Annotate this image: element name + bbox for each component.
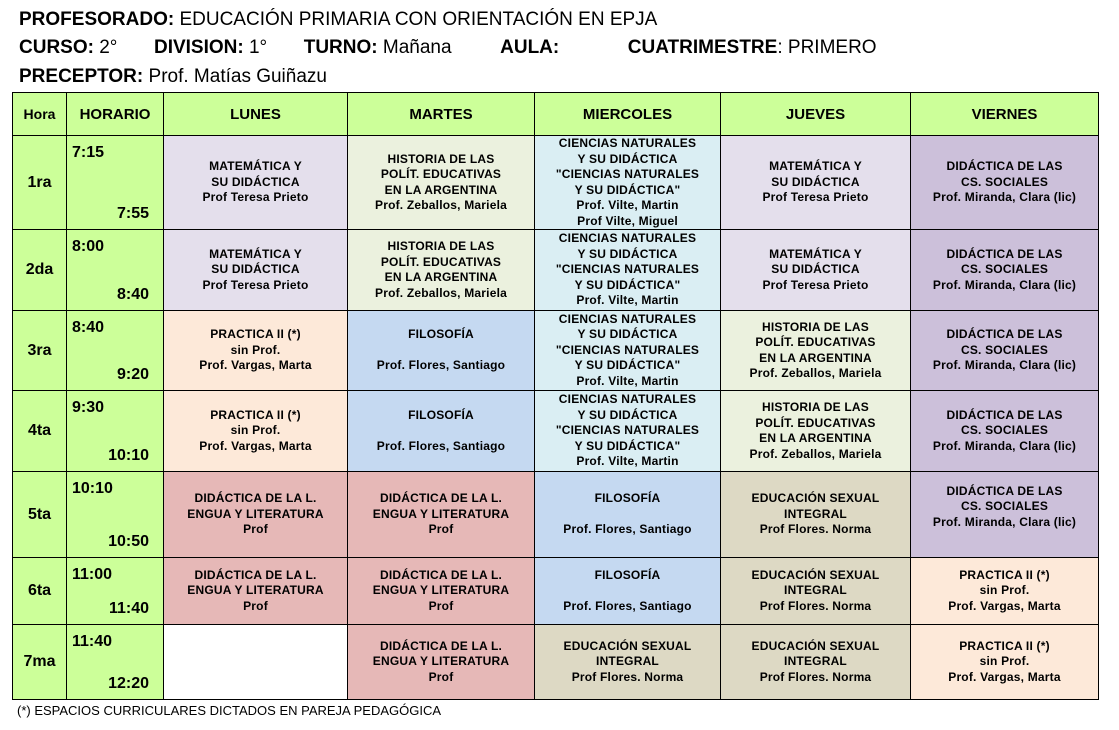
- table-row: [13, 472, 1099, 558]
- horario-cell: [67, 230, 164, 311]
- class-line: sin Prof.: [230, 423, 281, 438]
- class-cell-miercoles: [535, 472, 721, 558]
- end-time: 7:55: [116, 205, 149, 222]
- class-line: SU DIDÁCTICA: [211, 174, 300, 189]
- class-cell-martes: [348, 311, 535, 391]
- class-line: "CIENCIAS NATURALES: [555, 342, 700, 357]
- class-line: CIENCIAS NATURALES: [558, 311, 697, 326]
- class-cell-martes: [348, 625, 535, 700]
- hora-cell: 7ma: [13, 625, 67, 700]
- class-cell-viernes: [911, 472, 1099, 558]
- class-line: CIENCIAS NATURALES: [558, 136, 697, 150]
- class-line: Prof: [243, 598, 268, 613]
- class-line: Prof. Vargas, Marta: [199, 358, 312, 373]
- class-cell-lunes: [164, 311, 348, 391]
- class-line: EDUCACIÓN SEXUAL: [751, 638, 880, 653]
- start-time: 8:00: [72, 238, 105, 255]
- table-row: [13, 136, 1099, 230]
- class-line: MATEMÁTICA Y: [769, 246, 862, 261]
- aula-label: AULA:: [500, 37, 560, 58]
- class-line: DIDÁCTICA DE LAS: [946, 159, 1063, 174]
- column-header-miercoles: MIERCOLES: [535, 93, 721, 136]
- class-line: ENGUA Y LITERATURA: [372, 506, 510, 521]
- table-row: [13, 625, 1099, 700]
- end-time: 10:10: [108, 447, 149, 464]
- class-cell-jueves: [721, 230, 911, 311]
- turno-value: Mañana: [382, 37, 452, 58]
- cuatrimestre-label: CUATRIMESTRE: [627, 37, 778, 58]
- horario-cell: [67, 136, 164, 230]
- class-line: Y SU DIDÁCTICA": [574, 438, 681, 453]
- profesorado-label: PROFESORADO:: [19, 9, 175, 30]
- class-cell-viernes: [911, 558, 1099, 625]
- class-line: Prof. Miranda, Clara (lic): [932, 358, 1077, 373]
- end-time: 12:20: [108, 675, 149, 692]
- footnote: (*) ESPACIOS CURRICULARES DICTADOS EN PAREJA PEDAGÓGICA: [17, 703, 442, 718]
- class-cell-lunes: [164, 391, 348, 472]
- class-line: Prof. Miranda, Clara (lic): [932, 190, 1077, 205]
- class-line: CS. SOCIALES: [960, 499, 1049, 513]
- column-header-jueves: JUEVES: [721, 93, 911, 136]
- class-line: FILOSOFÍA: [594, 491, 661, 506]
- division-value: 1°: [248, 37, 268, 58]
- class-line: Prof. Flores, Santiago: [376, 438, 506, 453]
- class-line: [348, 423, 534, 439]
- class-line: [348, 343, 534, 359]
- class-cell-miercoles: [535, 311, 721, 391]
- hora-cell: 5ta: [13, 472, 67, 558]
- class-line: EDUCACIÓN SEXUAL: [751, 491, 880, 506]
- class-cell-martes: [348, 391, 535, 472]
- profesorado-value: EDUCACIÓN PRIMARIA CON ORIENTACIÓN EN EPJA: [179, 9, 658, 30]
- class-line: ENGUA Y LITERATURA: [372, 654, 510, 669]
- class-line: Prof. Flores, Santiago: [376, 358, 506, 373]
- class-line: FILOSOFÍA: [594, 567, 661, 582]
- start-time: 11:00: [72, 566, 113, 583]
- class-line: MATEMÁTICA Y: [209, 246, 302, 261]
- class-line: EDUCACIÓN SEXUAL: [751, 567, 880, 582]
- class-line: "CIENCIAS NATURALES: [555, 167, 700, 181]
- class-line: HISTORIA DE LAS: [387, 151, 495, 166]
- class-line: EDUCACIÓN SEXUAL: [563, 638, 692, 653]
- class-line: Prof: [428, 598, 454, 613]
- class-line: CIENCIAS NATURALES: [558, 392, 697, 407]
- table-header-row: [13, 93, 1099, 136]
- class-line: Prof. Miranda, Clara (lic): [932, 438, 1077, 453]
- class-line: Prof Flores. Norma: [759, 522, 872, 537]
- class-cell-miercoles: [535, 625, 721, 700]
- class-line: Prof. Flores, Santiago: [563, 522, 692, 537]
- class-line: Prof. Flores, Santiago: [563, 598, 692, 613]
- class-line: Prof Flores. Norma: [759, 669, 872, 684]
- class-line: ENGUA Y LITERATURA: [187, 506, 324, 521]
- table-row: [13, 230, 1099, 311]
- class-line: EN LA ARGENTINA: [759, 431, 872, 445]
- hora-cell: 4ta: [13, 391, 67, 472]
- class-cell-viernes: [911, 311, 1099, 391]
- class-cell-jueves: [721, 472, 911, 558]
- class-cell-lunes: [164, 136, 348, 230]
- class-cell-lunes: [164, 472, 348, 558]
- class-line: DIDÁCTICA DE LAS: [946, 407, 1063, 422]
- class-line: POLÍT. EDUCATIVAS: [380, 167, 502, 181]
- class-line: POLÍT. EDUCATIVAS: [755, 415, 876, 430]
- class-line: CIENCIAS NATURALES: [558, 231, 697, 246]
- table-row: [13, 391, 1099, 472]
- class-line: PRACTICA II (*): [210, 327, 301, 342]
- class-line: POLÍT. EDUCATIVAS: [755, 335, 876, 349]
- horario-cell: [67, 391, 164, 472]
- end-time: 11:40: [108, 600, 149, 617]
- class-line: Y SU DIDÁCTICA: [577, 246, 678, 261]
- horario-cell: [67, 558, 164, 625]
- hora-cell: 6ta: [13, 558, 67, 625]
- class-line: Prof. Zeballos, Mariela: [749, 366, 882, 380]
- class-line: Prof: [428, 522, 454, 537]
- class-line: Prof. Zeballos, Mariela: [749, 446, 882, 461]
- class-cell-jueves: [721, 558, 911, 625]
- class-line: Prof Teresa Prieto: [762, 190, 869, 205]
- class-line: INTEGRAL: [784, 654, 847, 669]
- table-row: [13, 558, 1099, 625]
- class-line: sin Prof.: [979, 583, 1030, 598]
- class-line: Prof Flores. Norma: [571, 669, 684, 684]
- class-cell-jueves: [721, 311, 911, 391]
- class-line: Prof Teresa Prieto: [762, 277, 869, 292]
- class-line: Y SU DIDÁCTICA: [577, 151, 678, 166]
- header-profesorado: [19, 9, 657, 31]
- class-line: ENGUA Y LITERATURA: [187, 583, 324, 598]
- class-line: Y SU DIDÁCTICA": [574, 358, 681, 373]
- class-line: Prof. Vilte, Martin: [576, 198, 679, 212]
- class-line: DIDÁCTICA DE LAS: [946, 327, 1063, 342]
- class-cell-lunes: [164, 230, 348, 311]
- class-line: Y SU DIDÁCTICA: [577, 327, 678, 342]
- class-line: sin Prof.: [230, 342, 281, 357]
- class-line: DIDÁCTICA DE LAS: [946, 483, 1063, 498]
- class-line: Prof Vilte, Miguel: [577, 213, 678, 228]
- class-cell-viernes: [911, 136, 1099, 230]
- class-cell-martes: [348, 230, 535, 311]
- end-time: 9:20: [116, 366, 149, 383]
- class-line: FILOSOFÍA: [408, 407, 474, 422]
- hora-cell: 3ra: [13, 311, 67, 391]
- class-line: Prof Teresa Prieto: [202, 190, 309, 205]
- class-cell-martes: [348, 472, 535, 558]
- class-line: Prof. Miranda, Clara (lic): [932, 514, 1077, 529]
- class-line: Prof: [428, 669, 454, 684]
- class-line: HISTORIA DE LAS: [387, 239, 495, 253]
- start-time: 11:40: [72, 633, 113, 650]
- class-line: DIDÁCTICA DE LA L.: [194, 567, 317, 582]
- class-line: Y SU DIDÁCTICA": [574, 182, 681, 197]
- class-line: DIDÁCTICA DE LA L.: [194, 491, 317, 506]
- class-line: DIDÁCTICA DE LA L.: [379, 638, 503, 653]
- turno-label: TURNO:: [303, 37, 378, 58]
- class-line: INTEGRAL: [784, 506, 847, 521]
- class-cell-jueves: [721, 625, 911, 700]
- class-line: CS. SOCIALES: [960, 342, 1049, 357]
- class-line: sin Prof.: [979, 654, 1030, 669]
- end-time: 10:50: [108, 533, 149, 550]
- class-line: HISTORIA DE LAS: [761, 319, 869, 334]
- class-line: DIDÁCTICA DE LA L.: [379, 567, 503, 582]
- preceptor-label: PRECEPTOR:: [19, 66, 144, 87]
- class-line: Y SU DIDÁCTICA": [574, 277, 681, 292]
- class-cell-miercoles: [535, 391, 721, 472]
- division-label: DIVISION:: [153, 37, 244, 58]
- start-time: 7:15: [72, 144, 105, 161]
- header-curso-line: [19, 37, 877, 59]
- class-line: Prof: [243, 522, 268, 537]
- class-cell-jueves: [721, 391, 911, 472]
- class-cell-lunes: [164, 625, 348, 700]
- class-line: MATEMÁTICA Y: [769, 159, 862, 174]
- class-line: DIDÁCTICA DE LA L.: [379, 491, 503, 506]
- class-line: Prof. Miranda, Clara (lic): [932, 277, 1077, 292]
- end-time: 8:40: [116, 286, 149, 303]
- curso-value: 2°: [99, 37, 118, 58]
- class-line: SU DIDÁCTICA: [211, 262, 300, 277]
- class-line: CS. SOCIALES: [960, 423, 1049, 438]
- class-line: Y SU DIDÁCTICA: [577, 407, 678, 422]
- class-line: [535, 583, 720, 599]
- class-line: Prof. Zeballos, Mariela: [375, 285, 507, 300]
- class-cell-miercoles: [535, 136, 721, 230]
- class-line: DIDÁCTICA DE LAS: [946, 246, 1063, 261]
- class-line: Prof. Vilte, Martin: [576, 454, 679, 469]
- class-line: [535, 507, 720, 523]
- hora-cell: 1ra: [13, 136, 67, 230]
- class-cell-miercoles: [535, 230, 721, 311]
- start-time: 9:30: [72, 399, 105, 416]
- start-time: 8:40: [72, 319, 105, 336]
- class-line: Prof. Vilte, Martin: [576, 373, 679, 388]
- class-line: HISTORIA DE LAS: [761, 400, 869, 414]
- table-row: [13, 311, 1099, 391]
- class-line: SU DIDÁCTICA: [771, 262, 860, 277]
- class-line: INTEGRAL: [596, 654, 659, 669]
- class-line: INTEGRAL: [784, 583, 847, 598]
- column-header-viernes: VIERNES: [911, 93, 1099, 136]
- schedule-table: [12, 92, 1099, 700]
- class-line: MATEMÁTICA Y: [209, 159, 302, 174]
- class-line: PRACTICA II (*): [959, 638, 1050, 653]
- class-line: Prof. Vilte, Martin: [576, 293, 679, 308]
- horario-cell: [67, 625, 164, 700]
- class-line: Prof Teresa Prieto: [202, 277, 309, 292]
- class-line: CS. SOCIALES: [960, 174, 1049, 189]
- class-line: "CIENCIAS NATURALES: [555, 262, 700, 277]
- class-cell-martes: [348, 558, 535, 625]
- class-line: Prof. Vargas, Marta: [948, 669, 1061, 684]
- class-line: EN LA ARGENTINA: [759, 350, 872, 365]
- class-line: POLÍT. EDUCATIVAS: [380, 254, 502, 269]
- class-cell-viernes: [911, 625, 1099, 700]
- class-cell-miercoles: [535, 558, 721, 625]
- class-cell-viernes: [911, 230, 1099, 311]
- class-line: PRACTICA II (*): [210, 407, 301, 422]
- class-cell-martes: [348, 136, 535, 230]
- class-cell-lunes: [164, 558, 348, 625]
- class-line: ENGUA Y LITERATURA: [372, 583, 510, 598]
- column-header-hora: Hora: [13, 93, 67, 136]
- class-line: [911, 530, 1098, 546]
- class-line: "CIENCIAS NATURALES: [555, 423, 700, 438]
- class-cell-jueves: [721, 136, 911, 230]
- column-header-horario: HORARIO: [67, 93, 164, 136]
- column-header-martes: MARTES: [348, 93, 535, 136]
- class-line: Prof. Vargas, Marta: [199, 438, 312, 453]
- curso-label: CURSO:: [19, 37, 94, 58]
- class-line: CS. SOCIALES: [960, 262, 1049, 277]
- class-line: Prof. Zeballos, Mariela: [375, 198, 507, 212]
- class-line: PRACTICA II (*): [959, 567, 1050, 582]
- class-cell-viernes: [911, 391, 1099, 472]
- horario-cell: [67, 311, 164, 391]
- class-line: EN LA ARGENTINA: [384, 182, 498, 197]
- preceptor-value: Prof. Matías Guiñazu: [148, 66, 327, 87]
- class-line: EN LA ARGENTINA: [384, 270, 498, 284]
- cuatrimestre-value: : PRIMERO: [777, 37, 877, 58]
- class-line: Prof. Vargas, Marta: [948, 598, 1061, 613]
- class-line: SU DIDÁCTICA: [771, 174, 860, 189]
- hora-cell: 2da: [13, 230, 67, 311]
- start-time: 10:10: [72, 480, 113, 497]
- column-header-lunes: LUNES: [164, 93, 348, 136]
- header-preceptor: [19, 66, 327, 88]
- class-line: FILOSOFÍA: [408, 327, 474, 342]
- horario-cell: [67, 472, 164, 558]
- class-line: Prof Flores. Norma: [759, 598, 872, 613]
